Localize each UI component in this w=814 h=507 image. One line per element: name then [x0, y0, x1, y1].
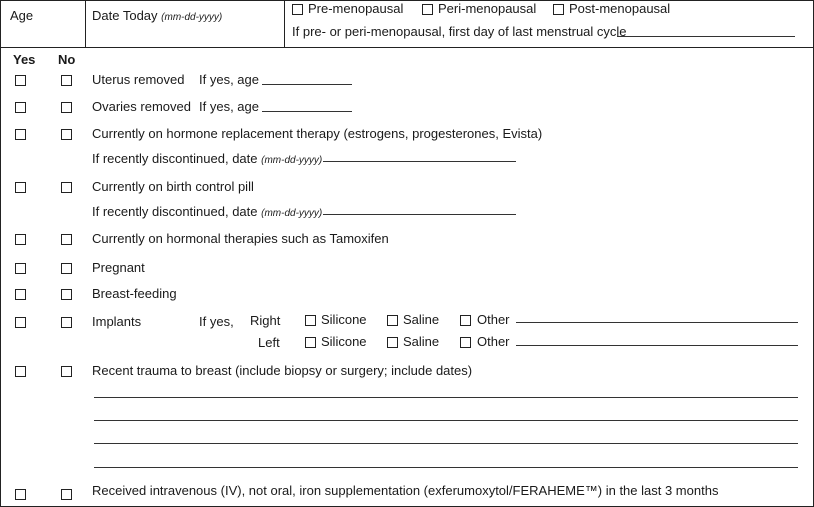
uterus-yes-checkbox[interactable] — [15, 75, 26, 86]
implants-left-label: Left — [258, 335, 280, 350]
tamoxifen-no-checkbox[interactable] — [61, 234, 72, 245]
hrt-yes-checkbox[interactable] — [15, 129, 26, 140]
ovaries-removed-label: Ovaries removed — [92, 99, 191, 114]
no-column-header: No — [58, 52, 76, 67]
date-format-hint: (mm-dd-yyyy) — [161, 12, 223, 23]
post-menopausal-label: Post-menopausal — [569, 1, 671, 16]
yes-column-header: Yes — [13, 52, 36, 67]
right-other-field[interactable] — [516, 322, 798, 323]
implants-right-label: Right — [250, 313, 281, 328]
menstrual-cycle-label: If pre- or peri-menopausal, first day of last menstrual cycle — [292, 24, 627, 39]
date-today-label[interactable] — [92, 8, 222, 23]
birth-control-no-checkbox[interactable] — [61, 182, 72, 193]
birth-control-date-field[interactable] — [323, 214, 516, 215]
left-silicone-checkbox[interactable] — [305, 337, 316, 348]
date-today-text: Date Today — [92, 8, 158, 23]
right-saline-label: Saline — [403, 312, 440, 327]
trauma-details-line-2[interactable] — [94, 420, 798, 421]
ovaries-no-checkbox[interactable] — [61, 102, 72, 113]
menstrual-cycle-field[interactable] — [617, 36, 795, 37]
birth-control-discontinued-label — [92, 204, 322, 219]
right-saline-checkbox[interactable] — [387, 315, 398, 326]
pregnant-yes-checkbox[interactable] — [15, 263, 26, 274]
pre-menopausal-checkbox[interactable] — [292, 4, 303, 15]
trauma-label: Recent trauma to breast (include biopsy or surgery; include dates) — [92, 363, 473, 378]
left-other-field[interactable] — [516, 345, 798, 346]
uterus-age-field[interactable] — [262, 84, 352, 85]
hrt-no-checkbox[interactable] — [61, 129, 72, 140]
implants-if-yes-label: If yes, — [199, 314, 234, 329]
left-silicone-label: Silicone — [321, 334, 367, 349]
pregnant-no-checkbox[interactable] — [61, 263, 72, 274]
right-other-label: Other — [477, 312, 510, 327]
breast-feeding-no-checkbox[interactable] — [61, 289, 72, 300]
implants-yes-checkbox[interactable] — [15, 317, 26, 328]
birth-control-discontinued-text: If recently discontinued, date — [92, 204, 258, 219]
right-silicone-label: Silicone — [321, 312, 367, 327]
header-divider — [0, 47, 813, 48]
right-other-checkbox[interactable] — [460, 315, 471, 326]
age-label: Age — [10, 8, 34, 23]
tamoxifen-label: Currently on hormonal therapies such as Tamoxifen — [92, 231, 389, 246]
hrt-date-format-hint: (mm-dd-yyyy) — [261, 155, 323, 166]
iron-supplementation-label: Received intravenous (IV), not oral, iron supplementation (exferumoxytol/FERAHEME™) in the last 3 months — [92, 483, 719, 498]
right-silicone-checkbox[interactable] — [305, 315, 316, 326]
trauma-details-line-4[interactable] — [94, 467, 798, 468]
uterus-age-label: If yes, age — [199, 72, 259, 87]
hrt-date-field[interactable] — [323, 161, 516, 162]
hrt-discontinued-label — [92, 151, 322, 166]
uterus-no-checkbox[interactable] — [61, 75, 72, 86]
left-other-label: Other — [477, 334, 510, 349]
left-saline-label: Saline — [403, 334, 440, 349]
ovaries-yes-checkbox[interactable] — [15, 102, 26, 113]
implants-no-checkbox[interactable] — [61, 317, 72, 328]
trauma-yes-checkbox[interactable] — [15, 366, 26, 377]
age-date-divider — [85, 0, 86, 47]
peri-menopausal-checkbox[interactable] — [422, 4, 433, 15]
pregnant-label: Pregnant — [92, 260, 145, 275]
hrt-label: Currently on hormone replacement therapy (estrogens, progesterones, Evista) — [92, 126, 543, 141]
trauma-details-line-1[interactable] — [94, 397, 798, 398]
hrt-discontinued-text: If recently discontinued, date — [92, 151, 258, 166]
breast-feeding-yes-checkbox[interactable] — [15, 289, 26, 300]
ovaries-age-label: If yes, age — [199, 99, 259, 114]
breast-feeding-label: Breast-feeding — [92, 286, 177, 301]
implants-label: Implants — [92, 314, 142, 329]
birth-control-date-format-hint: (mm-dd-yyyy) — [261, 208, 323, 219]
iron-no-checkbox[interactable] — [61, 489, 72, 500]
left-saline-checkbox[interactable] — [387, 337, 398, 348]
pre-menopausal-label: Pre-menopausal — [308, 1, 404, 16]
uterus-removed-label: Uterus removed — [92, 72, 185, 87]
trauma-details-line-3[interactable] — [94, 443, 798, 444]
iron-yes-checkbox[interactable] — [15, 489, 26, 500]
birth-control-yes-checkbox[interactable] — [15, 182, 26, 193]
post-menopausal-checkbox[interactable] — [553, 4, 564, 15]
tamoxifen-yes-checkbox[interactable] — [15, 234, 26, 245]
peri-menopausal-label: Peri-menopausal — [438, 1, 537, 16]
ovaries-age-field[interactable] — [262, 111, 352, 112]
trauma-no-checkbox[interactable] — [61, 366, 72, 377]
left-other-checkbox[interactable] — [460, 337, 471, 348]
birth-control-label: Currently on birth control pill — [92, 179, 254, 194]
date-menopause-divider — [284, 0, 285, 47]
